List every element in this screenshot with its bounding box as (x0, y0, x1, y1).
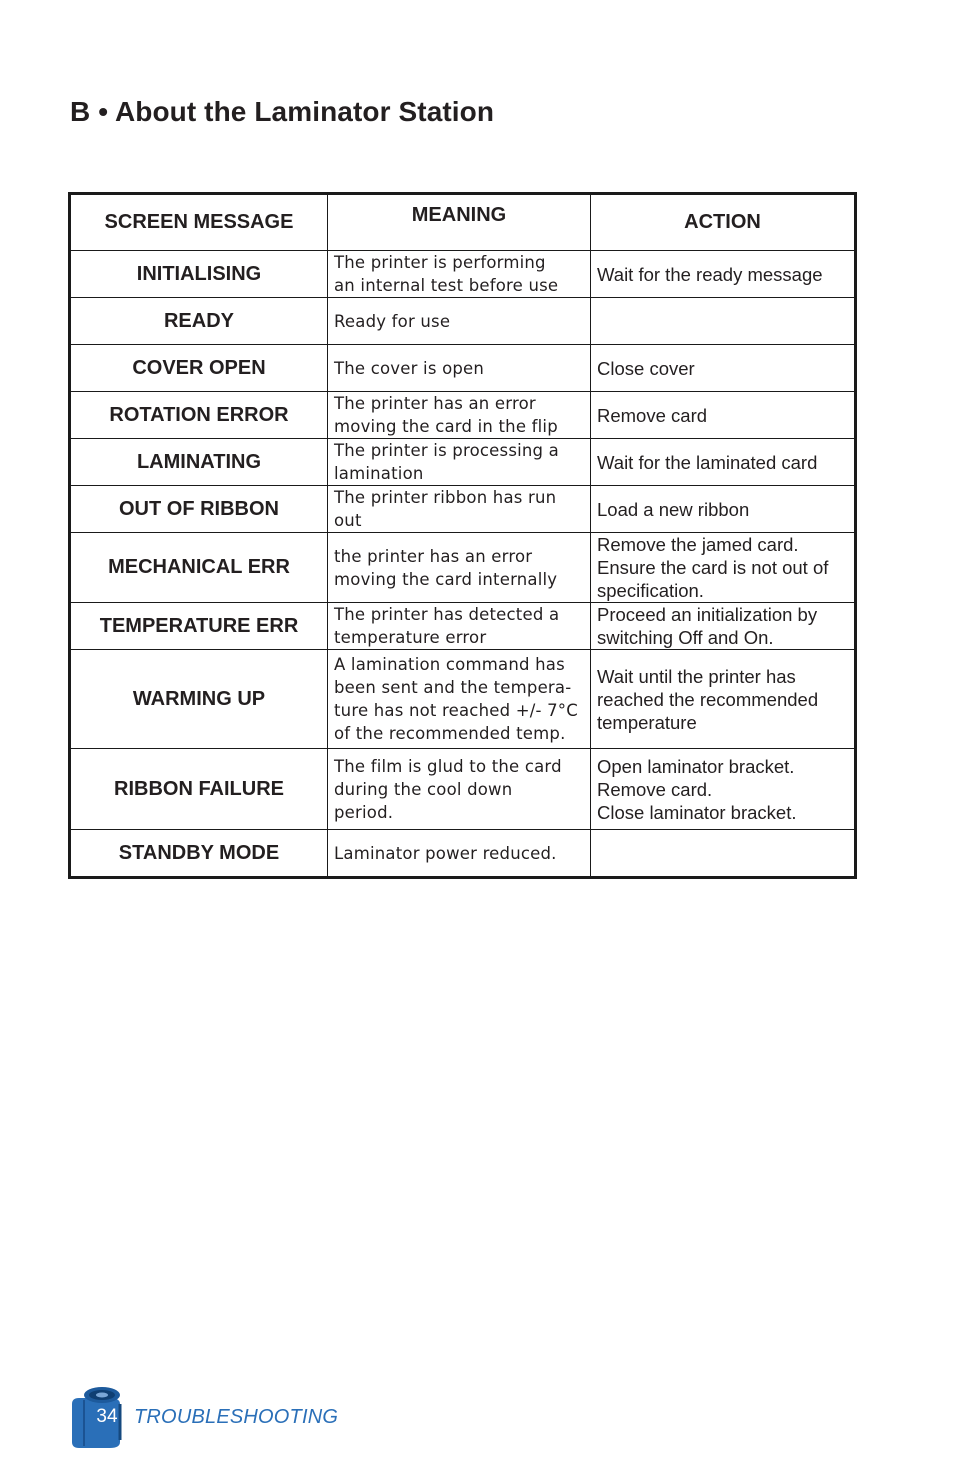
meaning-line: Laminator power reduced. (334, 843, 557, 863)
meaning-line: The printer is performing (334, 253, 546, 272)
action-cell (591, 345, 856, 392)
table-row (70, 533, 856, 603)
meaning-line: The printer has an error (334, 394, 536, 413)
action-cell (591, 298, 856, 345)
meaning-line: out (334, 511, 362, 530)
screen-message-cell: WARMING UP (70, 650, 328, 749)
action-line: Close cover (597, 357, 695, 379)
screen-message-cell: RIBBON FAILURE (70, 749, 328, 830)
table-row (70, 345, 856, 392)
meaning-line: during the cool down (334, 779, 513, 799)
action-cell (591, 392, 856, 439)
action-line: Remove card (597, 404, 708, 426)
action-line: Open laminator bracket. (597, 755, 795, 777)
action-line: temperature (597, 711, 697, 733)
meaning-line: The cover is open (334, 358, 485, 378)
meaning-line: A lamination command has (334, 655, 565, 674)
action-line: Close laminator bracket. (597, 801, 797, 823)
action-line: Remove card. (597, 778, 713, 800)
action-cell (591, 533, 856, 603)
meaning-cell (328, 533, 591, 603)
table-row (70, 830, 856, 878)
meaning-line: lamination (334, 464, 424, 483)
table-header-row (70, 194, 856, 251)
meaning-cell (328, 392, 591, 439)
meaning-cell (328, 345, 591, 392)
screen-message-cell: LAMINATING (70, 439, 328, 486)
table-row (70, 749, 856, 830)
screen-message-cell: INITIALISING (70, 251, 328, 298)
action-line: Ensure the card is not out of (597, 557, 829, 578)
column-header-screen-message: SCREEN MESSAGE (70, 194, 328, 251)
meaning-line: The printer has detected a (334, 605, 560, 624)
meaning-line: an internal test before use (334, 276, 559, 295)
table-row (70, 392, 856, 439)
meaning-line: moving the card in the flip (334, 417, 558, 436)
action-line: switching Off and On. (597, 627, 774, 648)
screen-message-cell: READY (70, 298, 328, 345)
meaning-line: The film is glud to the card (334, 756, 562, 776)
action-line: specification. (597, 580, 704, 601)
action-line: Load a new ribbon (597, 498, 750, 520)
screen-message-cell: OUT OF RIBBON (70, 486, 328, 533)
action-cell (591, 650, 856, 749)
table-row (70, 650, 856, 749)
page-number: 34 (96, 1406, 118, 1427)
screen-message-cell: MECHANICAL ERR (70, 533, 328, 603)
action-cell (591, 749, 856, 830)
meaning-cell (328, 603, 591, 650)
screen-message-cell: COVER OPEN (70, 345, 328, 392)
meaning-line: The printer is processing a (334, 441, 559, 460)
meaning-cell (328, 439, 591, 486)
meaning-line: the printer has an error (334, 546, 533, 566)
meaning-cell (328, 650, 591, 749)
table-body (70, 251, 856, 878)
meaning-cell (328, 251, 591, 298)
table-row (70, 603, 856, 650)
meaning-line: The printer ribbon has run (334, 488, 557, 507)
meaning-line: ture has not reached +/- 7°C (334, 701, 578, 720)
meaning-cell (328, 749, 591, 830)
laminator-status-table (68, 192, 857, 879)
meaning-cell (328, 830, 591, 878)
table-row (70, 251, 856, 298)
action-cell (591, 439, 856, 486)
meaning-line: been sent and the tempera- (334, 678, 572, 697)
action-line: Remove the jamed card. (597, 534, 799, 555)
meaning-line: temperature error (334, 628, 487, 647)
action-cell (591, 830, 856, 878)
meaning-line: of the recommended temp. (334, 724, 566, 743)
action-cell (591, 603, 856, 650)
screen-message-cell: TEMPERATURE ERR (70, 603, 328, 650)
column-header-action: ACTION (591, 194, 856, 251)
screen-message-cell: STANDBY MODE (70, 830, 328, 878)
meaning-cell (328, 298, 591, 345)
action-line: reached the recommended (597, 688, 819, 710)
meaning-cell (328, 486, 591, 533)
page-footer (70, 1386, 370, 1448)
action-line: Proceed an initialization by (597, 604, 818, 625)
section-label: TROUBLESHOOTING (134, 1406, 339, 1428)
table-row (70, 439, 856, 486)
table-row (70, 486, 856, 533)
action-line: Wait for the laminated card (597, 451, 818, 473)
table-row (70, 298, 856, 345)
action-line: Wait until the printer has (597, 665, 796, 687)
meaning-line: Ready for use (334, 311, 451, 331)
action-line: Wait for the ready message (597, 263, 823, 285)
page-title: B • About the Laminator Station (70, 96, 495, 127)
screen-message-cell: ROTATION ERROR (70, 392, 328, 439)
action-cell (591, 486, 856, 533)
meaning-line: moving the card internally (334, 569, 558, 589)
action-cell (591, 251, 856, 298)
column-header-meaning: MEANING (328, 194, 591, 251)
meaning-line: period. (334, 802, 394, 822)
